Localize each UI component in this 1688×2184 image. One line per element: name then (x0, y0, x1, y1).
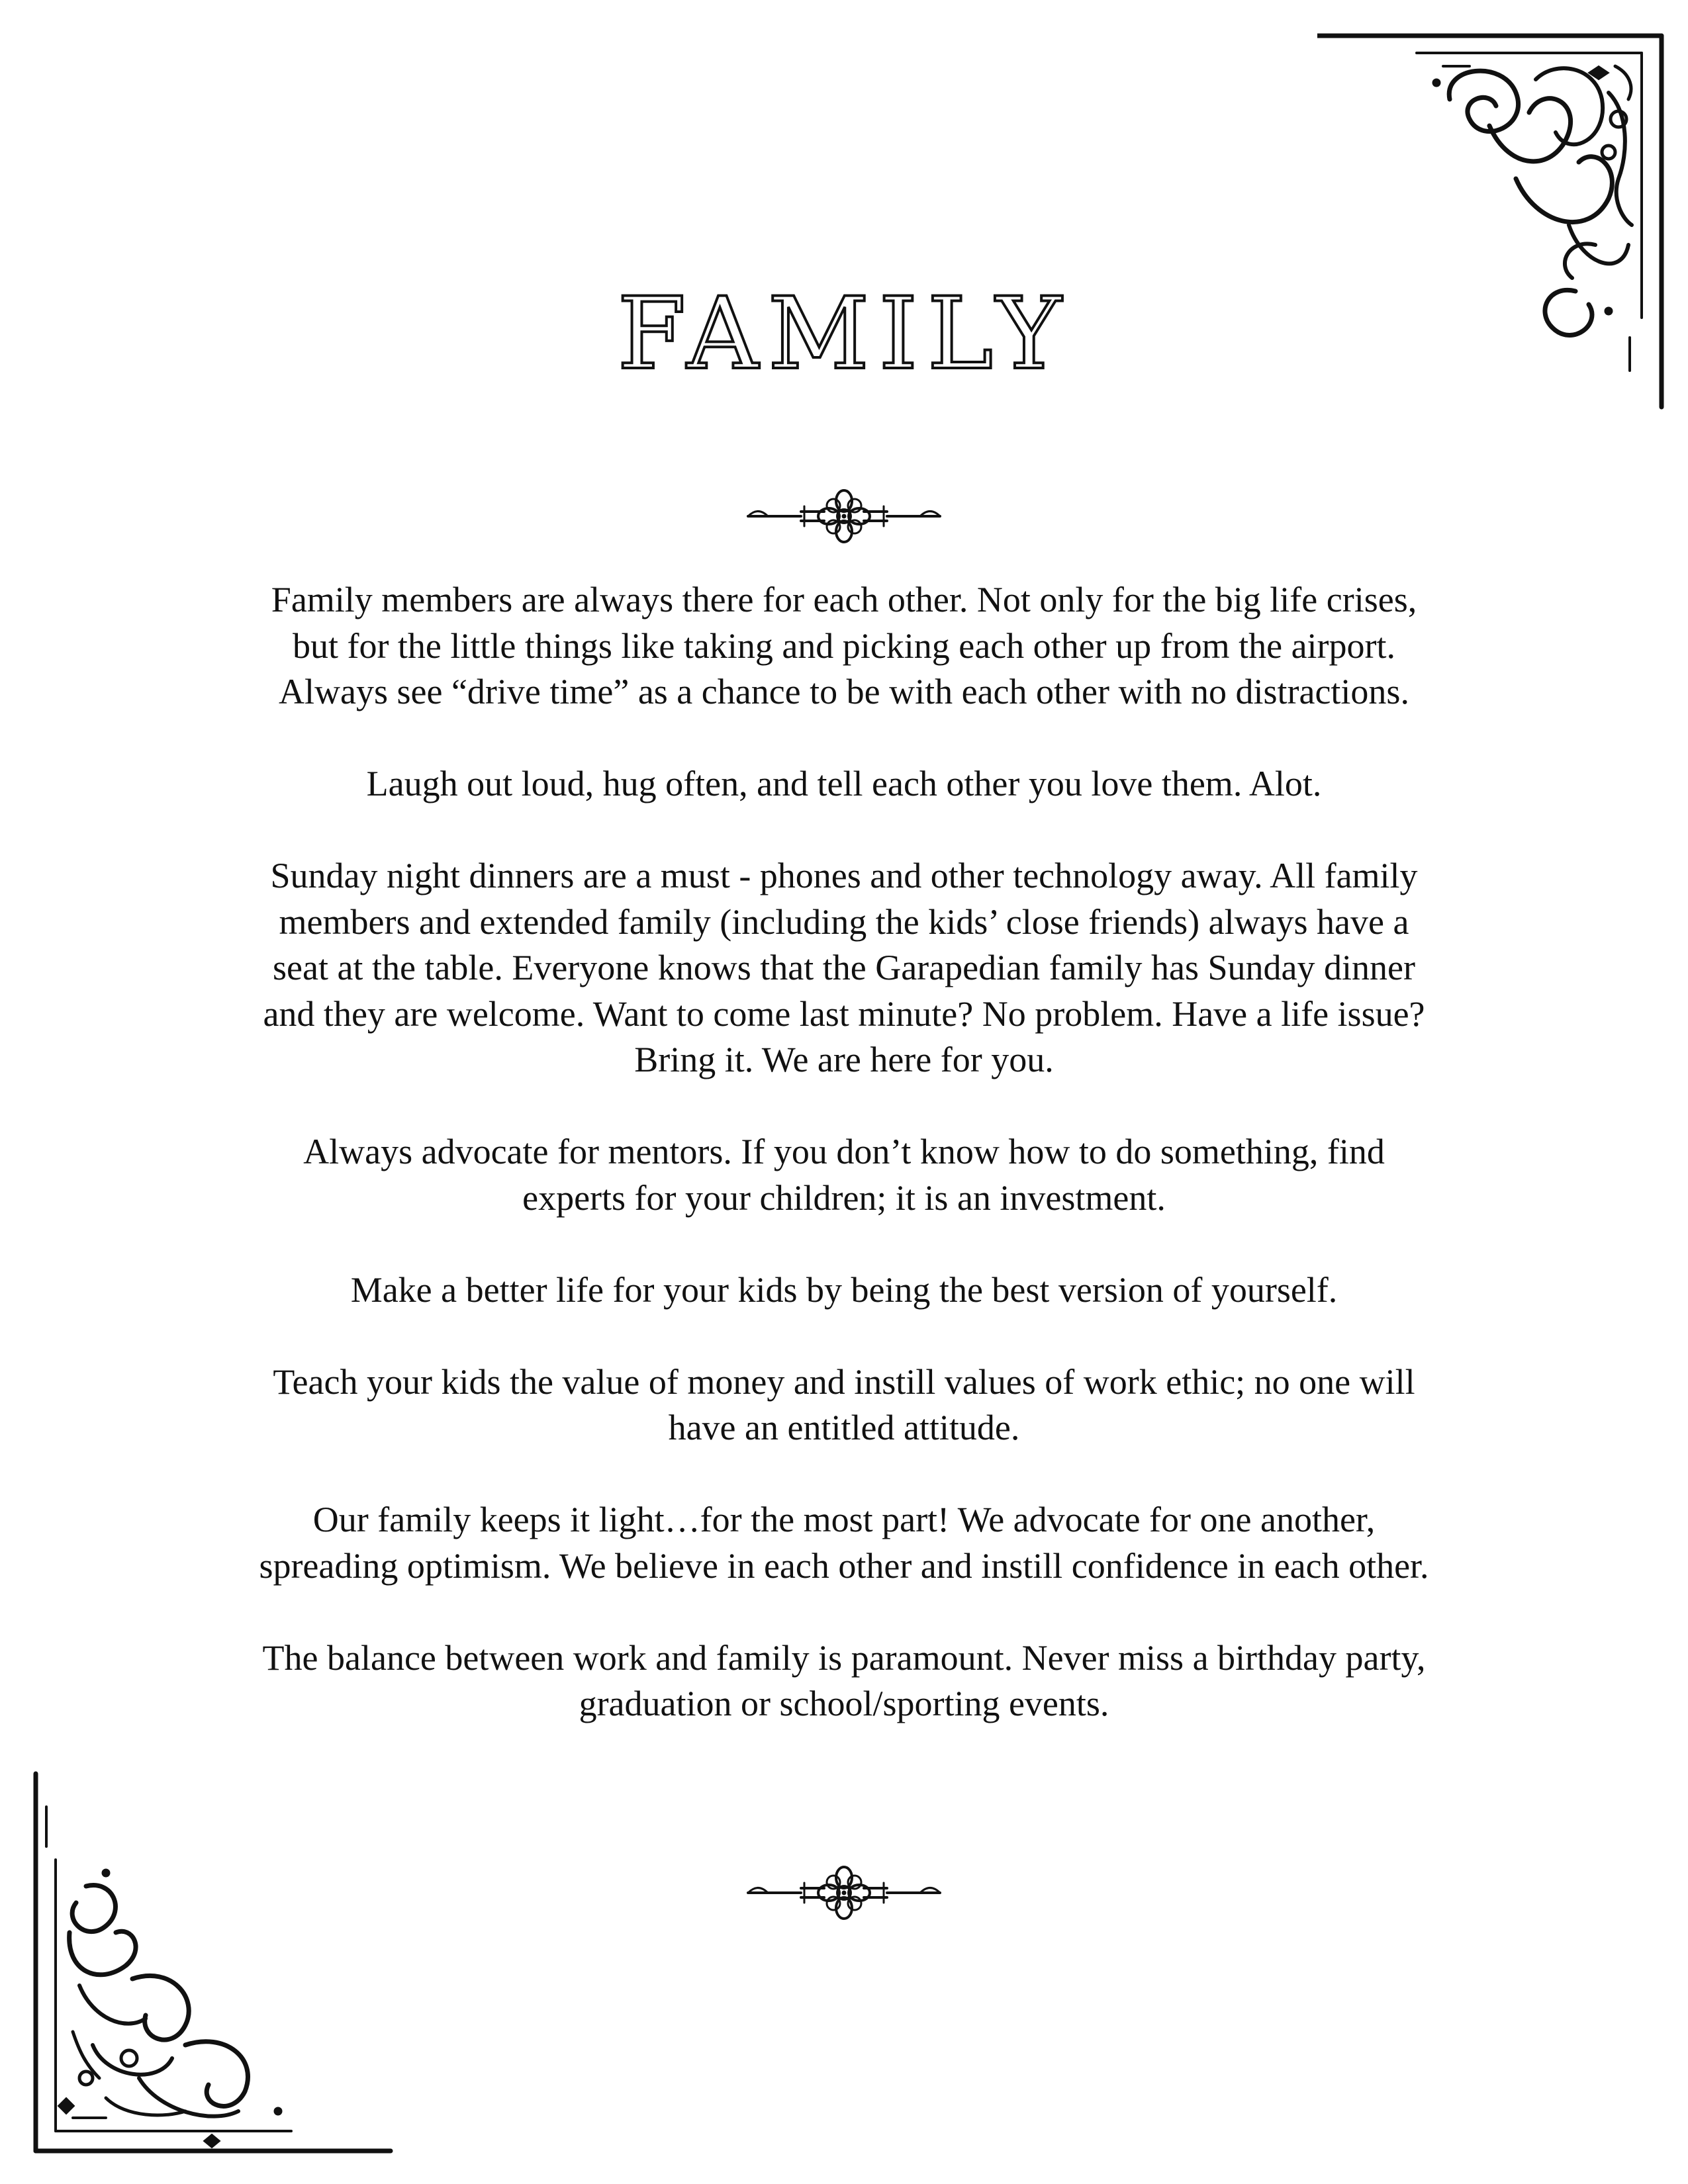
flourish-corner-icon (13, 1767, 397, 2164)
paragraph-value-of-money: Teach your kids the value of money and instill values of work ethic; no one will have an entitled attitude. (273, 1361, 1415, 1447)
body-text (252, 577, 1436, 1727)
paragraph-keep-it-light: Our family keeps it light…for the most part! We advocate for one another, spreading optimism. We believe in each other and instill confidence in each other. (259, 1500, 1429, 1586)
paragraph-drive-time: Family members are always there for each other. Not only for the big life crises, but for the little things like taking and picking each other up from the airport. Always see “drive time” as a chance to be with each other with no distractions. (271, 580, 1417, 711)
paragraph-work-family-balance: The balance between work and family is paramount. Never miss a birthday party, graduation or school/sporting events. (262, 1637, 1426, 1723)
paragraph-laugh: Laugh out loud, hug often, and tell each other you love them. Alot. (366, 764, 1322, 803)
paragraph-mentors: Always advocate for mentors. If you don’t know how to do something, find experts for your children; it is an investment. (303, 1132, 1385, 1218)
paragraph-better-life: Make a better life for your kids by being the best version of yourself. (350, 1269, 1338, 1310)
flower-divider-icon (741, 1863, 947, 1923)
paragraph-sunday-dinners: Sunday night dinners are a must - phones and other technology away. All family members and extended family (including the kids’ close friends) always have a seat at the table. Everyone knows that the Garapedian family has Sunday dinner and they are welcome. Want to come last minute? No problem. Have a life issue? Bring it. We are here for you. (263, 856, 1425, 1079)
page-title: FAMILY (617, 277, 1071, 392)
flower-divider-icon (741, 486, 947, 546)
